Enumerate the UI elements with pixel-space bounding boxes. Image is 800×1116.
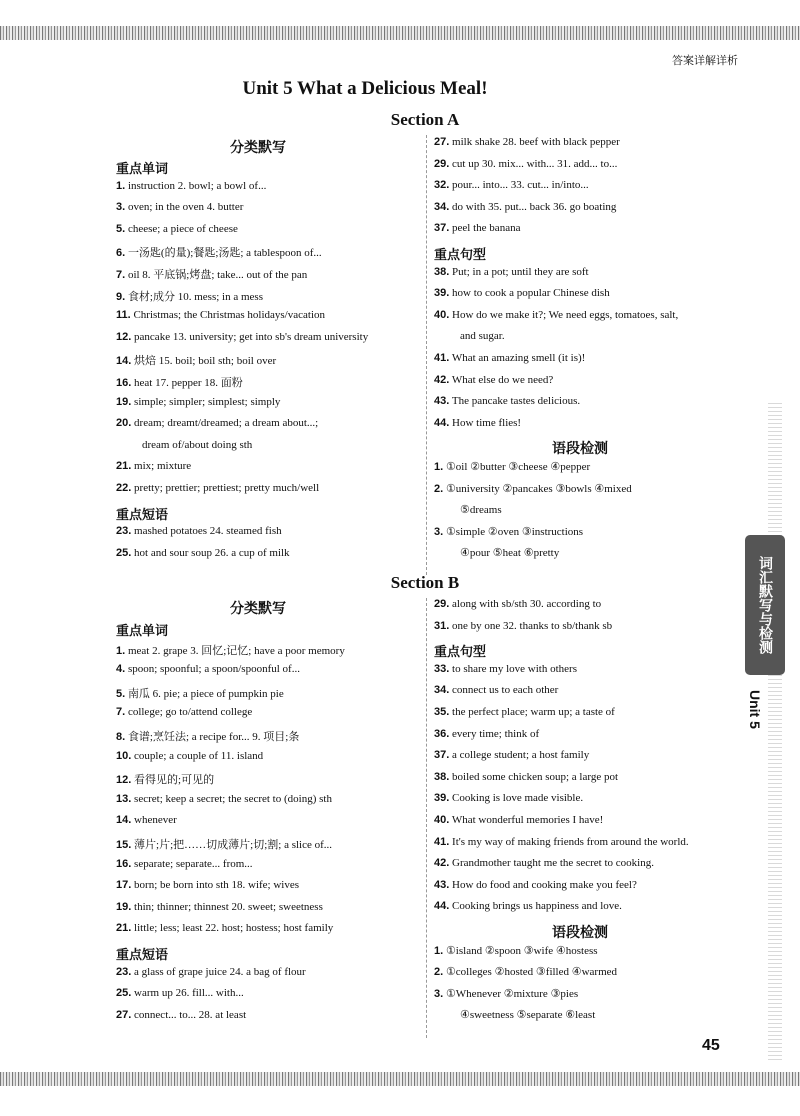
item-number: 35.: [434, 706, 450, 718]
side-unit-label: Unit 5: [747, 690, 763, 729]
item-number: 3.: [434, 525, 444, 538]
item-text: college; go to/attend college: [125, 706, 253, 719]
item-text: separate; separate... from...: [131, 857, 253, 870]
item-text: ①oil ②butter ③cheese ④pepper: [443, 461, 591, 473]
answer-line-continued: [142, 439, 252, 451]
item-number: 40.: [434, 308, 450, 321]
answer-line: [116, 266, 307, 282]
item-number: 1.: [116, 179, 126, 192]
item-text: What wonderful memories I have!: [449, 814, 604, 826]
answer-line: [116, 750, 263, 762]
item-text: connect... to... 28. at least: [131, 1008, 247, 1021]
item-text: oven; in the oven 4. butter: [125, 201, 244, 214]
item-number: 37.: [434, 222, 450, 235]
item-number: 2.: [434, 966, 444, 979]
item-text: Cooking brings us happiness and love.: [449, 900, 622, 913]
answer-line: [434, 158, 617, 170]
answer-line: [116, 460, 191, 472]
item-text: secret; keep a secret; the secret to (doing) sth: [131, 792, 332, 805]
subheading: 重点短语: [116, 507, 169, 523]
item-number: 10.: [116, 749, 132, 762]
section-a-left-heading: 分类默写: [230, 140, 286, 156]
answer-line: [116, 858, 253, 870]
unit-title: Unit 5 What a Delicious Meal!: [242, 78, 488, 99]
section-a-title: Section A: [390, 110, 460, 129]
item-number: 3.: [116, 201, 126, 214]
answer-line: [116, 374, 243, 390]
item-number: 25.: [116, 546, 132, 559]
item-text: How do food and cooking make you feel?: [449, 878, 637, 891]
subheading: 语段检测: [552, 441, 608, 458]
item-text: a glass of grape juice 24. a bag of flour: [131, 965, 306, 978]
item-text: cut up 30. mix... with... 31. add... to...: [449, 157, 618, 170]
item-number: 6.: [116, 247, 126, 260]
item-number: 40.: [434, 814, 450, 826]
item-number: 38.: [434, 770, 450, 783]
answer-line: [434, 814, 603, 826]
item-text: ①university ②pancakes ③bowls ④mixed: [443, 482, 632, 495]
item-text: hot and sour soup 26. a cup of milk: [131, 546, 290, 559]
top-scan-band: [0, 26, 800, 40]
answer-line: [434, 201, 616, 213]
item-number: 2.: [434, 482, 444, 495]
item-text: The pancake tastes delicious.: [449, 395, 581, 408]
item-text: 烘焙 15. boil; boil sth; boil over: [131, 355, 277, 368]
item-text: 南瓜 6. pie; a piece of pumpkin pie: [125, 687, 284, 700]
item-number: 29.: [434, 157, 450, 170]
item-number: 43.: [434, 395, 450, 408]
item-text: 薄片;片;把……切成薄片;切;割; a slice of...: [131, 839, 333, 851]
answer-line: [434, 879, 637, 891]
item-number: 11.: [116, 309, 131, 322]
item-text: how to cook a popular Chinese dish: [449, 287, 610, 300]
item-text: 食谱;烹饪法; a recipe for... 9. 项目;条: [125, 731, 300, 743]
item-number: 7.: [116, 706, 126, 719]
section-a-divider: [426, 135, 427, 575]
item-text: whenever: [131, 814, 177, 827]
page-number: 45: [702, 1037, 720, 1054]
item-text: along with sb/sth 30. according to: [449, 598, 602, 610]
item-text: boiled some chicken soup; a large pot: [449, 770, 619, 783]
item-number: 37.: [434, 749, 450, 762]
item-number: 14.: [116, 814, 132, 827]
item-number: 34.: [434, 200, 450, 213]
item-text: dream of/about doing sth: [142, 438, 253, 451]
item-text: ①island ②spoon ③wife ④hostess: [443, 944, 598, 957]
item-text: one by one 32. thanks to sb/thank sb: [449, 619, 613, 632]
answer-line: [434, 309, 678, 321]
answer-line: [434, 525, 583, 538]
item-text: pretty; prettier; prettiest; pretty much/well: [131, 482, 320, 494]
answer-line: [116, 728, 299, 744]
item-text: spoon; spoonful; a spoon/spoonful of...: [125, 663, 300, 676]
item-text: oil 8. 平底锅;烤盘; take... out of the pan: [125, 269, 308, 281]
answer-line: [116, 288, 263, 304]
item-number: 34.: [434, 684, 450, 697]
answer-line-continued: [460, 330, 505, 342]
item-number: 25.: [116, 987, 132, 1000]
answer-line: [434, 684, 558, 696]
item-text: Grandmother taught me the secret to cooking.: [449, 857, 654, 870]
item-text: a college student; a host family: [449, 749, 590, 762]
item-text: Christmas; the Christmas holidays/vacation: [130, 309, 325, 322]
item-text: What an amazing smell (it is)!: [449, 352, 586, 364]
item-number: 39.: [434, 287, 450, 300]
subheading: 重点单词: [116, 162, 169, 177]
item-text: simple; simpler; simplest; simply: [131, 395, 281, 408]
edge-speckle: [768, 400, 782, 1060]
answer-line: [116, 987, 244, 999]
answer-line: [434, 900, 622, 912]
subheading: 重点句型: [434, 248, 487, 263]
item-number: 7.: [116, 269, 126, 281]
answer-line: [434, 706, 615, 718]
answer-line: [434, 287, 610, 299]
item-text: mashed potatoes 24. steamed fish: [131, 525, 282, 538]
item-number: 36.: [434, 727, 450, 740]
section-b-left-heading: 分类默写: [230, 601, 286, 617]
answer-line: [116, 685, 284, 701]
item-text: pancake 13. university; get into sb's dream university: [131, 330, 369, 343]
section-b-divider: [426, 598, 427, 1038]
item-text: ①simple ②oven ③instructions: [443, 525, 584, 538]
item-number: 19.: [116, 395, 132, 408]
answer-line: [434, 374, 553, 386]
item-number: 5.: [116, 222, 126, 235]
answer-line: [434, 620, 612, 632]
answer-line: [434, 771, 618, 783]
answer-line: [116, 642, 345, 658]
item-text: the perfect place; warm up; a taste of: [449, 706, 615, 718]
item-number: 33.: [434, 662, 450, 675]
answer-line: [434, 395, 580, 407]
answer-line: [116, 331, 368, 343]
item-text: What else do we need?: [449, 373, 554, 386]
item-number: 39.: [434, 792, 450, 805]
item-text: How time flies!: [449, 416, 522, 429]
item-number: 1.: [434, 461, 444, 473]
answer-line: [434, 749, 589, 761]
answer-line: [434, 179, 589, 191]
answer-line: [116, 663, 300, 675]
item-number: 12.: [116, 774, 132, 787]
answer-line: [434, 352, 585, 364]
item-number: 13.: [116, 792, 132, 805]
item-text: milk shake 28. beef with black pepper: [449, 136, 620, 148]
item-number: 5.: [116, 687, 126, 700]
item-text: heat 17. pepper 18. 面粉: [131, 377, 243, 389]
item-text: ④pour ⑤heat ⑥pretty: [460, 547, 560, 560]
item-number: 4.: [116, 663, 126, 676]
item-number: 16.: [116, 377, 132, 389]
item-text: ⑤dreams: [460, 504, 502, 517]
answer-line: [116, 352, 276, 368]
item-text: every time; think of: [449, 727, 540, 740]
item-number: 44.: [434, 416, 450, 429]
item-number: 41.: [434, 835, 450, 848]
item-number: 23.: [116, 965, 132, 978]
answer-line: [434, 987, 578, 1000]
item-number: 29.: [434, 598, 450, 610]
item-number: 14.: [116, 355, 132, 368]
item-text: little; less; least 22. host; hostess; host family: [131, 922, 334, 935]
item-number: 17.: [116, 879, 132, 892]
answer-line: [434, 728, 539, 740]
item-text: mix; mixture: [131, 460, 192, 473]
item-number: 15.: [116, 839, 132, 851]
answer-line: [434, 222, 520, 234]
item-text: instruction 2. bowl; a bowl of...: [125, 179, 267, 192]
item-number: 42.: [434, 373, 450, 386]
answer-line-continued: [460, 1008, 595, 1021]
item-text: couple; a couple of 11. island: [131, 749, 264, 762]
bottom-scan-band: [0, 1072, 800, 1086]
item-number: 1.: [116, 644, 126, 657]
side-tab: [745, 535, 785, 675]
item-number: 41.: [434, 352, 450, 364]
item-number: 3.: [434, 987, 444, 1000]
item-number: 21.: [116, 460, 132, 473]
item-number: 27.: [116, 1008, 132, 1021]
answer-line: [434, 792, 583, 804]
answer-line-continued: [460, 503, 502, 516]
side-tab-label: 词汇默写与检测: [757, 556, 773, 654]
answer-line: [116, 836, 332, 852]
item-text: connect us to each other: [449, 684, 559, 697]
answer-line-continued: [460, 546, 559, 559]
answer-line: [434, 266, 589, 278]
item-text: How do we make it?; We need eggs, tomatoes, salt,: [449, 308, 679, 321]
answer-line: [116, 180, 266, 192]
answer-line: [434, 136, 620, 148]
item-text: ④sweetness ⑤separate ⑥least: [460, 1009, 596, 1022]
answer-line: [116, 966, 306, 978]
answer-line: [434, 482, 632, 495]
answer-line: [116, 547, 290, 559]
item-text: meat 2. grape 3. 回忆;记忆; have a poor memory: [125, 644, 345, 657]
answer-line: [116, 482, 319, 494]
subheading: 重点短语: [116, 948, 169, 963]
answer-line: [116, 309, 325, 321]
answer-line: [116, 201, 243, 213]
item-number: 16.: [116, 857, 132, 870]
answer-line: [116, 244, 322, 260]
item-number: 32.: [434, 179, 450, 192]
item-text: 食材;成分 10. mess; in a mess: [125, 290, 263, 303]
answer-line: [116, 706, 252, 718]
answer-line: [116, 793, 332, 805]
answer-line: [434, 598, 601, 610]
item-text: 看得见的;可见的: [131, 774, 215, 787]
item-text: 一汤匙(的量);餐匙;汤匙; a tablespoon of...: [125, 247, 322, 260]
item-number: 43.: [434, 878, 450, 891]
item-text: thin; thinner; thinnest 20. sweet; sweetness: [131, 900, 323, 913]
item-number: 12.: [116, 330, 132, 343]
item-text: and sugar.: [460, 330, 505, 343]
item-number: 42.: [434, 857, 450, 870]
answer-line: [434, 857, 654, 869]
answer-line: [434, 965, 617, 978]
answer-line: [116, 771, 214, 787]
item-number: 22.: [116, 482, 132, 494]
item-text: ①Whenever ②mixture ③pies: [443, 987, 579, 1000]
item-text: peel the banana: [449, 222, 521, 235]
subheading: 重点单词: [116, 624, 169, 639]
item-number: 19.: [116, 900, 132, 913]
item-number: 9.: [116, 290, 126, 303]
answer-line: [116, 417, 318, 429]
item-text: Cooking is love made visible.: [449, 792, 584, 805]
item-number: 20.: [116, 417, 132, 430]
item-number: 44.: [434, 900, 450, 913]
subheading: 重点句型: [434, 645, 487, 661]
item-text: pour... into... 33. cut... in/into...: [449, 179, 589, 192]
answer-line: [434, 417, 521, 429]
answer-line: [116, 223, 238, 235]
item-number: 21.: [116, 922, 132, 935]
subheading: 语段检测: [552, 925, 608, 941]
item-number: 38.: [434, 265, 450, 278]
item-text: do with 35. put... back 36. go boating: [449, 200, 617, 213]
item-text: Put; in a pot; until they are soft: [449, 265, 589, 278]
answer-line: [434, 663, 577, 675]
item-number: 31.: [434, 619, 450, 632]
answer-line: [116, 396, 280, 408]
item-number: 27.: [434, 136, 450, 148]
answer-line: [116, 901, 323, 913]
answer-line: [434, 944, 598, 957]
item-text: cheese; a piece of cheese: [125, 222, 238, 235]
answer-line: [116, 879, 299, 891]
answer-line: [434, 460, 590, 473]
item-number: 8.: [116, 731, 126, 743]
section-b-title: Section B: [390, 573, 460, 592]
answer-line: [116, 525, 282, 537]
item-number: 23.: [116, 525, 132, 538]
item-text: to share my love with others: [449, 662, 577, 675]
answer-line: [116, 1009, 246, 1021]
item-text: It's my way of making friends from around the world.: [449, 835, 689, 848]
item-number: 1.: [434, 944, 444, 957]
answer-line: [116, 922, 333, 934]
answer-line: [434, 836, 689, 848]
item-text: dream; dreamt/dreamed; a dream about...;: [131, 417, 319, 430]
header-label: 答案详解详析: [672, 54, 738, 67]
item-text: ①colleges ②hosted ③filled ④warmed: [443, 966, 618, 979]
item-text: warm up 26. fill... with...: [131, 987, 244, 1000]
answer-line: [116, 814, 177, 826]
item-text: born; be born into sth 18. wife; wives: [131, 879, 300, 892]
